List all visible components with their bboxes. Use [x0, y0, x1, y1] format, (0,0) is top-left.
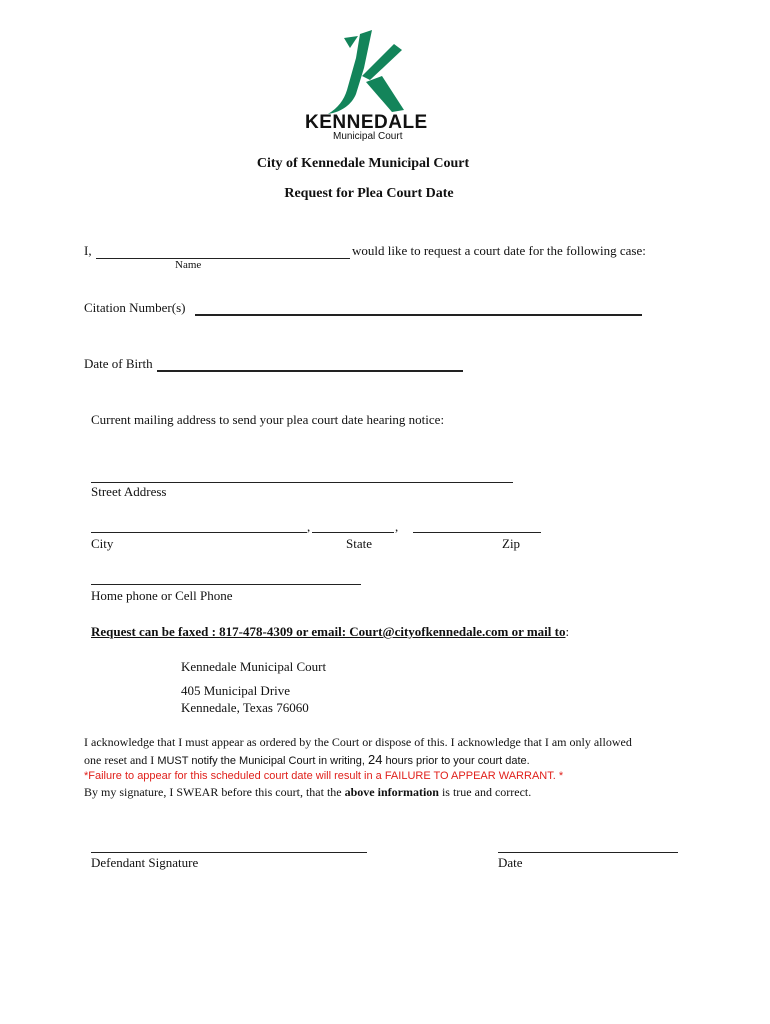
failure-warning: *Failure to appear for this scheduled court date will result in a FAILURE TO APPEAR WARRANT. * — [84, 770, 564, 782]
ack-line4-a: By my signature, I SWEAR before this court, that the — [84, 785, 345, 799]
ack-line2-c: 24 — [367, 752, 383, 767]
state-field[interactable] — [312, 532, 394, 533]
acknowledge-line1: I acknowledge that I must appear as ordered by the Court or dispose of this. I acknowledge that I am only allowed — [84, 735, 632, 749]
dob-label: Date of Birth — [84, 356, 153, 371]
city-field[interactable] — [91, 532, 307, 533]
street-field[interactable] — [91, 482, 513, 483]
mail-address-line3: Kennedale, Texas 76060 — [181, 700, 309, 715]
phone-field[interactable] — [91, 584, 361, 585]
citation-field[interactable] — [195, 314, 642, 316]
acknowledge-line4 — [84, 785, 531, 800]
logo-wordmark: KENNEDALE — [305, 112, 428, 133]
state-comma: , — [395, 519, 399, 534]
ack-line2-a: one reset and I — [84, 753, 158, 767]
defendant-signature-label: Defendant Signature — [91, 855, 199, 870]
submit-instructions — [91, 624, 569, 640]
ack-line2-d: hours prior to your court date. — [385, 755, 530, 767]
zip-field[interactable] — [413, 532, 541, 533]
court-logo — [300, 28, 440, 146]
dob-field[interactable] — [157, 370, 463, 372]
mail-address-line2: 405 Municipal Drive — [181, 683, 291, 698]
phone-label: Home phone or Cell Phone — [91, 588, 233, 603]
defendant-signature-field[interactable] — [91, 852, 367, 853]
city-label: City — [91, 536, 114, 551]
name-prefix: I, — [84, 243, 92, 258]
submit-text: Request can be faxed : 817-478-4309 or email: Court@cityofkennedale.com or mail to — [91, 624, 566, 639]
citation-label: Citation Number(s) — [84, 300, 186, 315]
date-field[interactable] — [498, 852, 678, 853]
name-field[interactable] — [96, 258, 350, 259]
ack-line4-c: is true and correct. — [438, 785, 532, 799]
logo-subtitle: Municipal Court — [333, 131, 403, 142]
zip-label: Zip — [502, 536, 521, 551]
name-suffix: would like to request a court date for the following case: — [352, 243, 646, 258]
submit-colon: : — [565, 624, 570, 639]
mail-address-line1: Kennedale Municipal Court — [181, 659, 327, 674]
page-subtitle: Request for Plea Court Date — [284, 186, 454, 201]
date-label: Date — [498, 855, 523, 870]
ack-line2-b: MUST notify the Municipal Court in writing, — [157, 755, 365, 767]
page-title: City of Kennedale Municipal Court — [256, 156, 470, 171]
address-intro: Current mailing address to send your plea court date hearing notice: — [91, 412, 445, 427]
k-logo-icon — [300, 28, 440, 118]
state-label: State — [346, 536, 372, 551]
name-caption: Name — [175, 259, 202, 271]
ack-line4-b: above information — [344, 785, 439, 799]
acknowledge-line2 — [84, 752, 530, 768]
street-label: Street Address — [91, 484, 167, 499]
city-comma: , — [307, 519, 311, 534]
